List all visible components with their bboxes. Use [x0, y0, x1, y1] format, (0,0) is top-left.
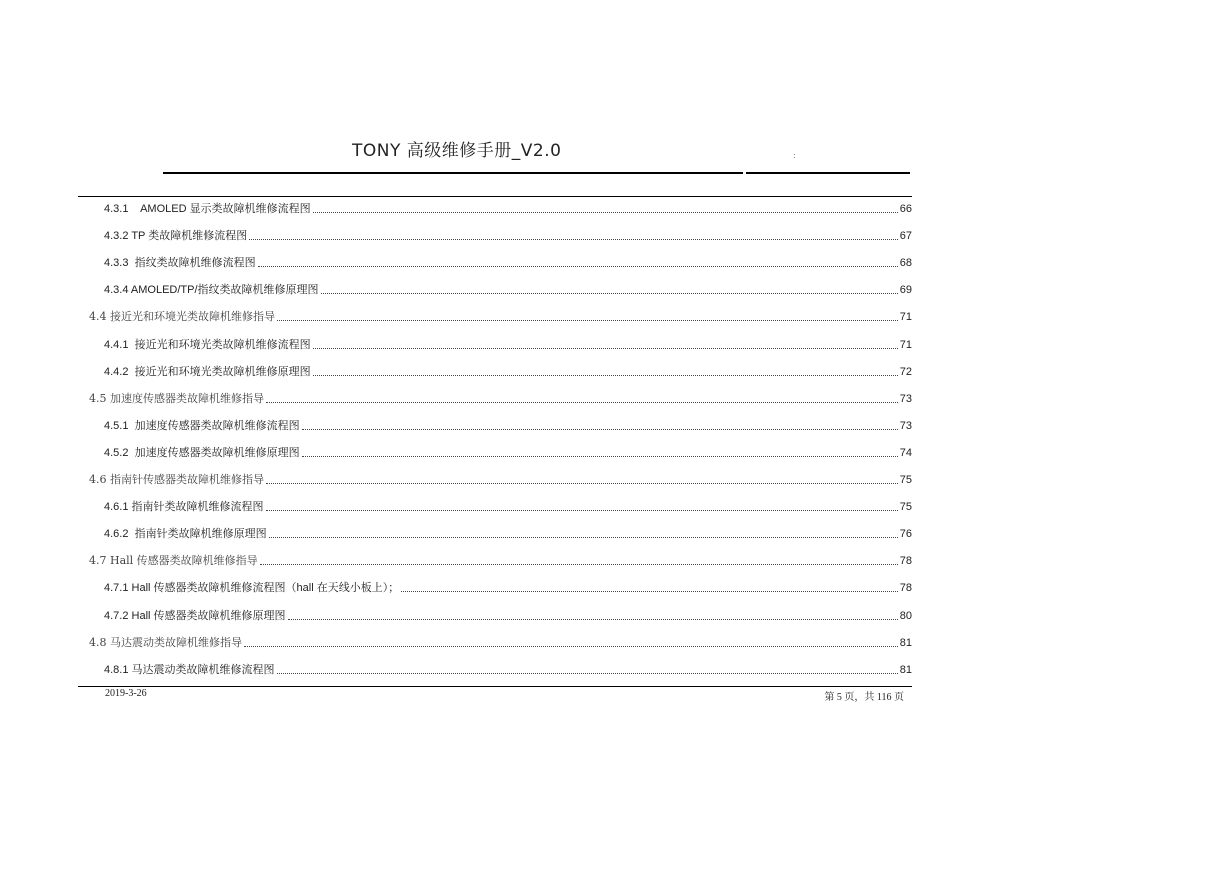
toc-entry-page: 68	[899, 257, 912, 270]
toc-leader-dots	[288, 619, 898, 620]
toc-entry-page: 78	[899, 582, 912, 595]
toc-entry-label: 4.3.1 AMOLED 显示类故障机维修流程图	[104, 203, 311, 215]
toc-entry-page: 78	[899, 555, 912, 568]
toc-entry-label: 4.6.2 指南针类故障机维修原理图	[104, 528, 267, 541]
toc-entry-label: 4.6 指南针传感器类故障机维修指导	[89, 473, 264, 486]
footer-page-number: 第 5 页，共 116 页	[824, 692, 904, 703]
toc-leader-dots	[401, 591, 898, 592]
toc-entry-label: 4.7.1 Hall 传感器类故障机维修流程图（hall 在天线小板上）；	[104, 582, 400, 595]
toc-entry-label: 4.4 接近光和环境光类故障机维修指导	[89, 310, 275, 324]
toc-leader-dots	[313, 212, 898, 213]
toc-entry-page: 67	[899, 230, 912, 243]
toc-leader-dots	[302, 456, 898, 457]
toc-entry-label: 4.4.2 接近光和环境光类故障机维修原理图	[104, 365, 311, 378]
toc-entry[interactable]	[78, 467, 912, 487]
toc-entry[interactable]	[78, 359, 912, 379]
footer-date: 2019-3-26	[105, 688, 147, 699]
toc-entry-page: 76	[899, 528, 912, 541]
toc-entry-page: 75	[899, 501, 912, 514]
toc-entry-page: 81	[899, 636, 912, 649]
toc-entry[interactable]	[78, 521, 912, 541]
toc-leader-dots	[302, 429, 898, 430]
toc-entry-label: 4.7.2 Hall 传感器类故障机维修原理图	[104, 609, 286, 622]
toc-entry[interactable]	[78, 630, 912, 650]
toc-leader-dots	[321, 293, 898, 294]
toc-entry[interactable]	[78, 494, 912, 514]
toc-leader-dots	[266, 402, 898, 403]
toc-entry-label: 4.3.3 指纹类故障机维修流程图	[104, 257, 256, 270]
toc-entry-page: 66	[899, 203, 912, 215]
toc-entry[interactable]	[78, 196, 912, 216]
toc-leader-dots	[258, 266, 898, 267]
toc-leader-dots	[277, 673, 898, 674]
toc-entry-page: 69	[899, 284, 912, 297]
toc-entry[interactable]	[78, 657, 912, 677]
toc-entry[interactable]	[78, 277, 912, 297]
document-title: TONY 高级维修手册_V2.0	[352, 141, 562, 161]
toc-leader-dots	[249, 239, 898, 240]
toc-leader-dots	[266, 483, 898, 484]
toc-entry-label: 4.3.4 AMOLED/TP/指纹类故障机维修原理图	[104, 284, 319, 297]
toc-leader-dots	[313, 348, 898, 349]
toc-entry-label: 4.8.1 马达震动类故障机维修流程图	[104, 663, 275, 676]
toc-entry[interactable]	[78, 223, 912, 243]
toc-entry-label: 4.8 马达震动类故障机维修指导	[89, 635, 242, 649]
toc-leader-dots	[244, 646, 898, 647]
header-rule-right	[746, 172, 910, 174]
toc-entry-page: 71	[899, 311, 912, 324]
toc-entry-page: 74	[899, 446, 912, 459]
toc-entry[interactable]	[78, 304, 912, 324]
toc-entry-label: 4.5 加速度传感器类故障机维修指导	[89, 391, 264, 405]
toc-entry[interactable]	[78, 413, 912, 433]
toc-entry-page: 73	[899, 419, 912, 432]
toc-entry[interactable]	[78, 548, 912, 568]
toc-leader-dots	[277, 320, 898, 321]
toc-entry-label: 4.7 Hall 传感器类故障机维修指导	[89, 554, 258, 568]
toc-leader-dots	[269, 537, 898, 538]
toc-entry[interactable]	[78, 250, 912, 270]
toc-leader-dots	[266, 510, 898, 511]
toc-entry-label: 4.4.1 接近光和环境光类故障机维修流程图	[104, 338, 311, 351]
toc-entry[interactable]	[78, 575, 912, 595]
toc-entry-page: 75	[899, 474, 912, 486]
toc-entry[interactable]	[78, 386, 912, 406]
toc-entry-label: 4.3.2 TP 类故障机维修流程图	[104, 230, 248, 243]
toc-leader-dots	[313, 375, 898, 376]
toc-leader-dots	[260, 564, 898, 565]
header-mark: :	[793, 151, 796, 160]
header-rule-left	[163, 172, 743, 174]
toc-entry-label: 4.6.1 指南针类故障机维修流程图	[104, 501, 264, 514]
footer-rule	[78, 686, 912, 687]
toc-entry-page: 81	[899, 663, 912, 676]
toc-entry-page: 71	[899, 338, 912, 351]
toc-entry-page: 73	[899, 392, 912, 405]
toc-entry-label: 4.5.2 加速度传感器类故障机维修原理图	[104, 446, 300, 459]
toc-entry-page: 80	[899, 609, 912, 622]
toc-entry[interactable]	[78, 603, 912, 623]
toc-entry-page: 72	[899, 365, 912, 378]
toc-entry[interactable]	[78, 440, 912, 460]
toc-entry-label: 4.5.1 加速度传感器类故障机维修流程图	[104, 419, 300, 432]
toc-entry[interactable]	[78, 332, 912, 352]
